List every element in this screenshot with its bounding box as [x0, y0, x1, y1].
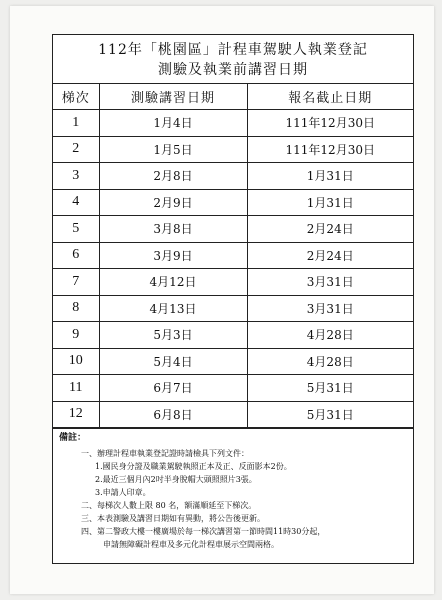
table-row	[53, 401, 413, 428]
table-row	[53, 348, 413, 375]
session-cell: 5	[53, 216, 99, 243]
note-item-1-3: 3.申請人印章。	[95, 488, 151, 497]
deadline-cell: 2月24日	[247, 216, 413, 243]
exam-date-cell: 1月4日	[99, 110, 247, 137]
table-row	[53, 189, 413, 216]
note-item-4-continued: 申請無障礙計程車及多元化計程車展示空間兩格。	[103, 540, 279, 549]
paper-sheet	[10, 6, 434, 594]
session-cell: 7	[53, 269, 99, 296]
exam-date-cell: 6月7日	[99, 375, 247, 402]
exam-date-cell: 2月8日	[99, 163, 247, 190]
table-row	[53, 295, 413, 322]
deadline-cell: 1月31日	[247, 163, 413, 190]
note-item-3: 三、本表測驗及講習日期如有異動，將公告後更新。	[81, 514, 265, 523]
deadline-cell: 3月31日	[247, 269, 413, 296]
session-cell: 2	[53, 136, 99, 163]
table-row	[53, 136, 413, 163]
header-session: 梯次	[53, 84, 99, 110]
notes-section	[53, 428, 413, 563]
deadline-cell: 1月31日	[247, 189, 413, 216]
exam-date-cell: 3月9日	[99, 242, 247, 269]
session-cell: 6	[53, 242, 99, 269]
session-cell: 3	[53, 163, 99, 190]
exam-date-cell: 3月8日	[99, 216, 247, 243]
table-row	[53, 375, 413, 402]
note-item-1-2: 2.最近三個月內2吋半身脫帽大頭照照片3張。	[95, 475, 257, 484]
note-item-1: 一、辦理計程車執業登記證時請檢具下列文件：	[81, 449, 249, 458]
table-header-row	[53, 84, 413, 110]
deadline-cell: 5月31日	[247, 401, 413, 428]
header-exam-date: 測驗講習日期	[99, 84, 247, 110]
session-cell: 10	[53, 348, 99, 375]
title-line-2: 測驗及執業前講習日期	[158, 62, 308, 78]
title-line-1: 112年「桃園區」計程車駕駛人執業登記	[98, 42, 368, 58]
deadline-cell: 5月31日	[247, 375, 413, 402]
session-cell: 11	[53, 375, 99, 402]
note-item-1-1: 1.國民身分證及職業駕駛執照正本及正、反面影本2份。	[95, 462, 292, 471]
exam-date-cell: 2月9日	[99, 189, 247, 216]
deadline-cell: 4月28日	[247, 322, 413, 349]
exam-date-cell: 4月13日	[99, 295, 247, 322]
exam-date-cell: 5月4日	[99, 348, 247, 375]
deadline-cell: 3月31日	[247, 295, 413, 322]
table-row	[53, 110, 413, 137]
session-cell: 9	[53, 322, 99, 349]
note-item-2: 二、每梯次人數上限 80 名，額滿順延至下梯次。	[81, 501, 257, 510]
table-row	[53, 216, 413, 243]
deadline-cell: 111年12月30日	[247, 110, 413, 137]
document-title	[53, 35, 413, 84]
session-cell: 12	[53, 401, 99, 428]
table-row	[53, 242, 413, 269]
deadline-cell: 111年12月30日	[247, 136, 413, 163]
session-cell: 4	[53, 189, 99, 216]
notes-title: 備註：	[59, 433, 87, 443]
exam-date-cell: 6月8日	[99, 401, 247, 428]
table-row	[53, 163, 413, 190]
schedule-document	[52, 34, 414, 564]
table-row	[53, 322, 413, 349]
header-deadline: 報名截止日期	[247, 84, 413, 110]
schedule-table	[53, 84, 413, 428]
exam-date-cell: 5月3日	[99, 322, 247, 349]
deadline-cell: 4月28日	[247, 348, 413, 375]
deadline-cell: 2月24日	[247, 242, 413, 269]
session-cell: 1	[53, 110, 99, 137]
exam-date-cell: 1月5日	[99, 136, 247, 163]
session-cell: 8	[53, 295, 99, 322]
note-item-4: 四、第二警政大樓一樓廣場於每一梯次講習第一節時間11時30分起，	[81, 527, 326, 536]
exam-date-cell: 4月12日	[99, 269, 247, 296]
table-row	[53, 269, 413, 296]
